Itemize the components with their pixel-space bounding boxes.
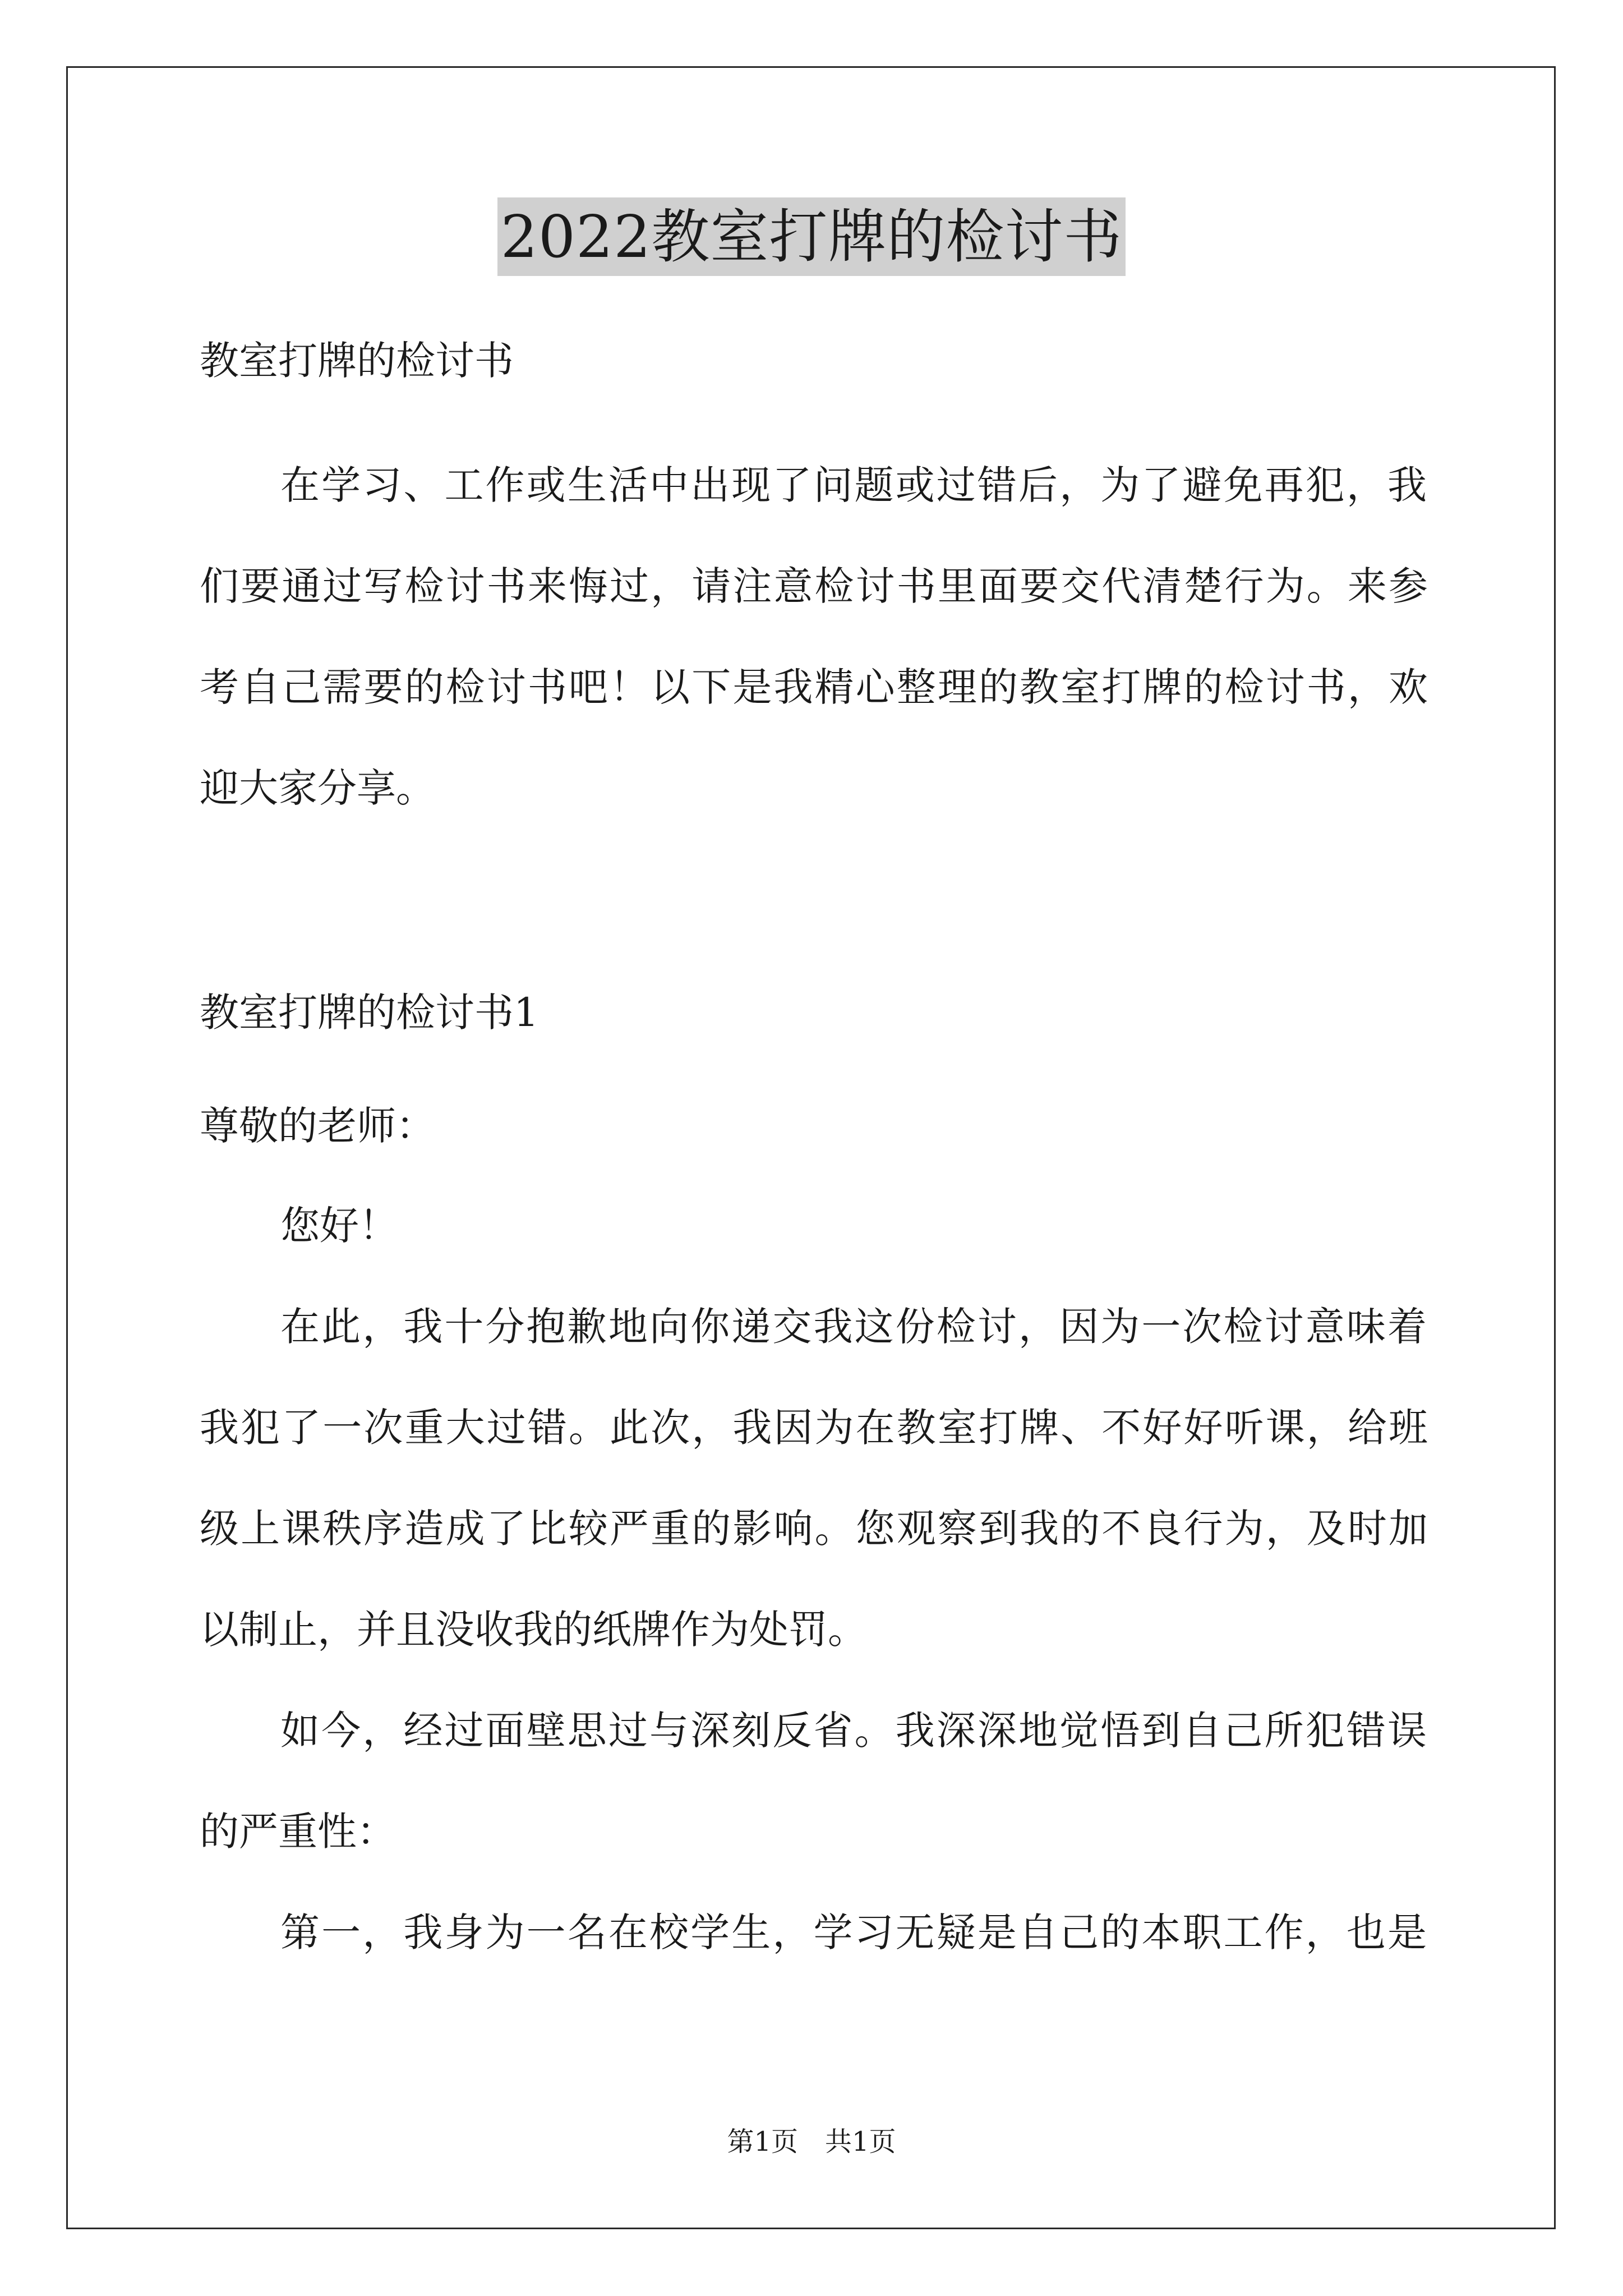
section-heading: 教室打牌的检讨书1 (200, 990, 539, 1036)
para1-line-4: 以制止，并且没收我的纸牌作为处罚。 (200, 1607, 867, 1653)
salutation: 尊敬的老师： (200, 1103, 435, 1149)
intro-line-3: 考自己需要的检讨书吧！以下是我精心整理的教室打牌的检讨书，欢 (200, 664, 1428, 710)
para3-line-1: 第一，我身为一名在校学生，学习无疑是自己的本职工作，也是 (280, 1910, 1427, 1955)
para2-line-1: 如今，经过面壁思过与深刻反省。我深深地觉悟到自己所犯错误 (280, 1708, 1427, 1754)
title-container (0, 197, 1623, 276)
para1-line-1: 在此，我十分抱歉地向你递交我这份检讨，因为一次检讨意味着 (280, 1304, 1427, 1350)
intro-line-2: 们要通过写检讨书来悔过，请注意检讨书里面要交代清楚行为。来参 (200, 563, 1428, 609)
para1-line-2: 我犯了一次重大过错。此次，我因为在教室打牌、不好好听课，给班 (200, 1405, 1428, 1451)
intro-line-4: 迎大家分享。 (200, 765, 435, 811)
page-footer: 第1页 共1页 (727, 2126, 896, 2157)
intro-line-1: 在学习、工作或生活中出现了问题或过错后，为了避免再犯，我 (280, 462, 1427, 508)
greeting: 您好！ (280, 1203, 398, 1249)
subtitle: 教室打牌的检讨书 (200, 338, 514, 384)
document-title: 2022教室打牌的检讨书 (497, 197, 1126, 276)
para2-line-2: 的严重性： (200, 1809, 396, 1855)
para1-line-3: 级上课秩序造成了比较严重的影响。您观察到我的不良行为，及时加 (200, 1506, 1428, 1552)
